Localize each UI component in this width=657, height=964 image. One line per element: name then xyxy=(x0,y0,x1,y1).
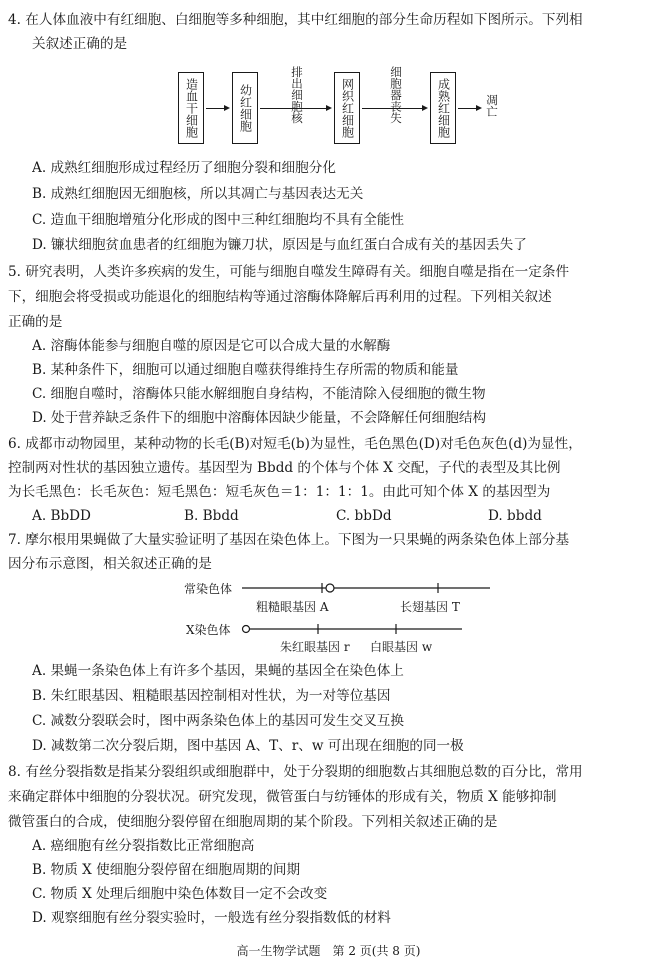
q4-stem-line2: 关叙述正确的是 xyxy=(32,36,128,52)
flow-box-reticulocyte: 网织红细胞 xyxy=(334,72,360,144)
q8-stem-line1: 8. 有丝分裂指数是指某分裂组织或细胞群中，处于分裂期的细胞数占其细胞总数的百分比，常用 xyxy=(8,764,583,780)
chromosome-diagram xyxy=(180,578,510,654)
q5-option-a: A. 溶酶体能参与细胞自噬的原因是它可以合成大量的水解酶 xyxy=(32,338,391,354)
autosome-label: 常染色体 xyxy=(184,582,233,596)
q6-option-d: D. bbdd xyxy=(488,508,542,524)
flow-label-apoptosis: 凋亡 xyxy=(485,94,499,117)
gene-a-label: 粗糙眼基因 A xyxy=(256,600,329,614)
q4-option-d: D. 镰状细胞贫血患者的红细胞为镰刀状，原因是与血红蛋白合成有关的基因丢失了 xyxy=(32,237,527,253)
gene-r-label: 朱红眼基因 r xyxy=(280,640,350,654)
flow-box-young: 幼红细胞 xyxy=(232,72,258,144)
q7-stem-line1: 7. 摩尔根用果蝇做了大量实验证明了基因在染色体上。下图为一只果蝇的两条染色体上部分基 xyxy=(8,532,570,548)
q8-stem-line2: 来确定群体中细胞的分裂状况。研究发现，微管蛋白与纺锤体的形成有关，物质 X 能够抑制 xyxy=(8,789,557,805)
flow-label-nucleus: 排出细胞核 xyxy=(290,66,304,124)
q8-option-c: C. 物质 X 处理后细胞中染色体数目一定不会改变 xyxy=(32,886,328,902)
q5-stem-line1: 5. 研究表明，人类许多疾病的发生，可能与细胞自噬发生障碍有关。细胞自噬是指在一定条件 xyxy=(8,264,570,280)
page-footer: 高一生物学试题 第 2 页(共 8 页) xyxy=(236,944,421,958)
flow-box-hsc: 造血干细胞 xyxy=(178,72,204,144)
flow-box-mature: 成熟红细胞 xyxy=(430,72,456,144)
q5-stem-line3: 正确的是 xyxy=(8,314,63,330)
q4-option-c: C. 造血干细胞增殖分化形成的图中三种红细胞均不具有全能性 xyxy=(32,212,404,228)
q7-option-c: C. 减数分裂联会时，图中两条染色体上的基因可发生交叉互换 xyxy=(32,713,404,729)
q6-option-a: A. BbDD xyxy=(32,508,91,524)
q6-stem-line3: 为长毛黑色：长毛灰色：短毛黑色：短毛灰色＝1：1：1：1。由此可知个体 X 的基因型为 xyxy=(8,484,551,500)
q8-stem-line3: 微管蛋白的合成，使细胞分裂停留在细胞周期的某个阶段。下列相关叙述正确的是 xyxy=(8,814,498,830)
q4-option-a: A. 成熟红细胞形成过程经历了细胞分裂和细胞分化 xyxy=(32,160,336,176)
q5-option-b: B. 某种条件下，细胞可以通过细胞自噬获得维持生存所需的物质和能量 xyxy=(32,362,459,378)
q7-option-d: D. 减数第二次分裂后期，图中基因 A、T、r、w 可出现在细胞的同一极 xyxy=(32,738,464,754)
q6-stem-line2: 控制两对性状的基因独立遗传。基因型为 Bbdd 的个体与个体 X 交配，子代的表型及其比例 xyxy=(8,460,561,476)
red-cell-flowchart xyxy=(176,66,516,150)
gene-w-label: 白眼基因 w xyxy=(370,640,433,654)
q8-option-b: B. 物质 X 使细胞分裂停留在细胞周期的间期 xyxy=(32,862,301,878)
q6-option-c: C. bbDd xyxy=(336,508,392,524)
q7-stem-line2: 因分布示意图，相关叙述正确的是 xyxy=(8,556,212,572)
flow-arrow-1 xyxy=(206,108,228,109)
q4-stem-line1: 4. 在人体血液中有红细胞、白细胞等多种细胞，其中红细胞的部分生命历程如下图所示。下列相 xyxy=(8,12,583,28)
q6-option-b: B. Bbdd xyxy=(184,508,239,524)
q4-option-b: B. 成熟红细胞因无细胞核，所以其凋亡与基因表达无关 xyxy=(32,186,364,202)
q5-stem-line2: 下，细胞会将受损或功能退化的细胞结构等通过溶酶体降解后再利用的过程。下列相关叙述 xyxy=(8,289,552,305)
q6-options xyxy=(32,506,648,526)
q5-option-c: C. 细胞自噬时，溶酶体只能水解细胞自身结构，不能清除入侵细胞的微生物 xyxy=(32,386,486,402)
autosome-centromere xyxy=(326,584,334,592)
q7-option-b: B. 朱红眼基因、粗糙眼基因控制相对性状，为一对等位基因 xyxy=(32,688,391,704)
q5-option-d: D. 处于营养缺乏条件下的细胞中溶酶体因缺少能量，不会降解任何细胞结构 xyxy=(32,410,487,426)
q8-option-d: D. 观察细胞有丝分裂实验时，一般选有丝分裂指数低的材料 xyxy=(32,910,391,926)
flow-arrow-4 xyxy=(458,108,480,109)
q6-stem-line1: 6. 成都市动物园里，某种动物的长毛(B)对短毛(b)为显性，毛色黑色(D)对毛色灰色(d)为显性， xyxy=(8,436,582,452)
q7-option-a: A. 果蝇一条染色体上有许多个基因，果蝇的基因全在染色体上 xyxy=(32,663,404,679)
flow-label-organelle: 细胞器丧失 xyxy=(389,66,403,124)
q8-option-a: A. 癌细胞有丝分裂指数比正常细胞高 xyxy=(32,838,255,854)
x-centromere xyxy=(243,626,250,633)
gene-t-label: 长翅基因 T xyxy=(400,600,460,614)
x-chromosome-label: X染色体 xyxy=(186,623,231,637)
